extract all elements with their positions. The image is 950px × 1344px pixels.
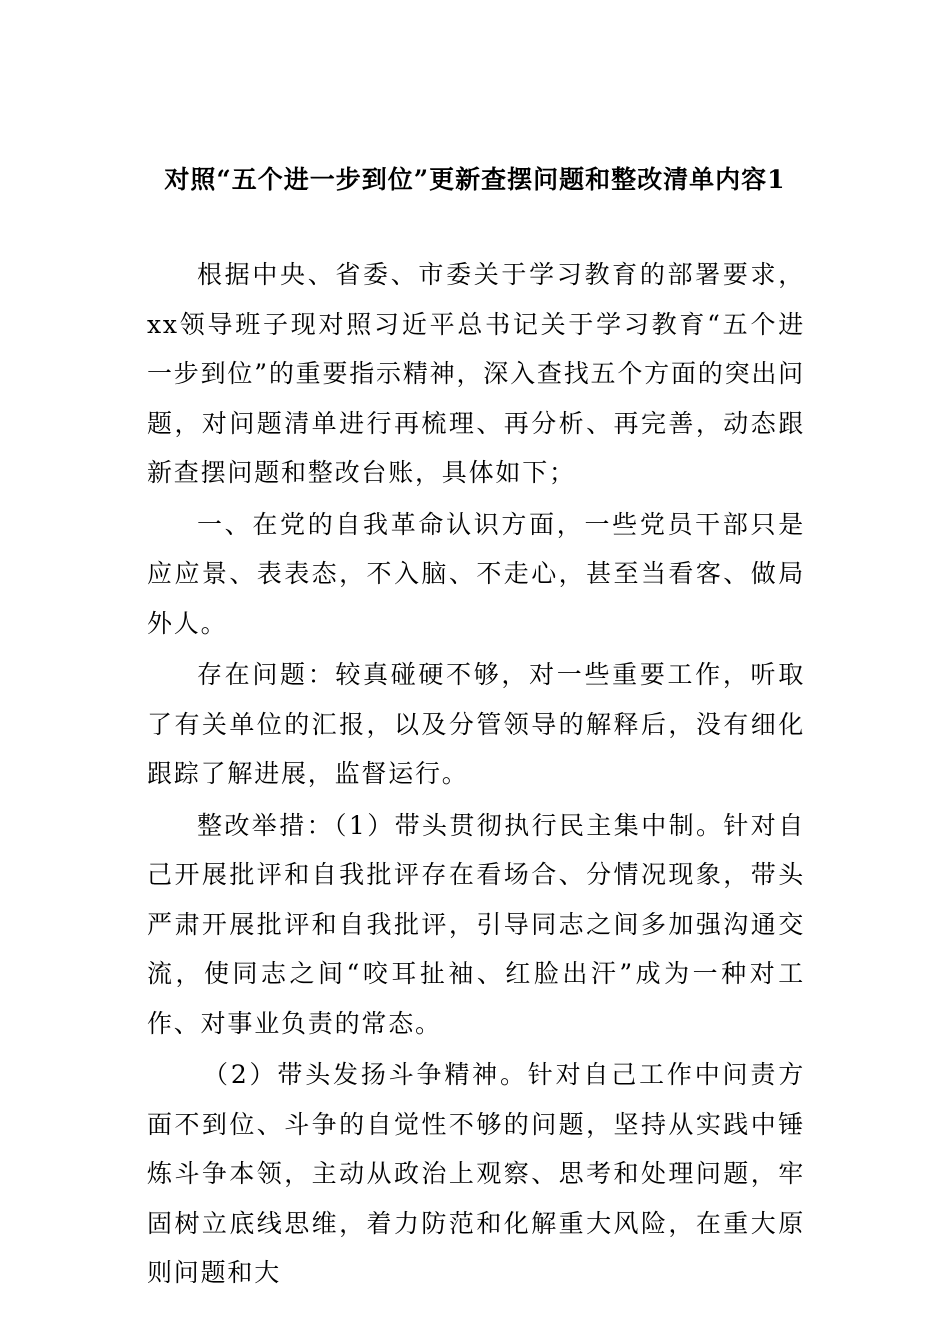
paragraph-measure-2: （2）带头发扬斗争精神。针对自己工作中问责方面不到位、斗争的自觉性不够的问题，坚持从实践中锤炼斗争本领，主动从政治上观察、思考和处理问题，牢固树立底线思维，着力防范和化解重大风险，在重大原则问题和大	[147, 1060, 805, 1287]
document-title: 对照“五个进一步到位”更新查摆问题和整改清单内容1	[164, 165, 786, 194]
document-body	[147, 250, 805, 1300]
paragraph-measure-1: 整改举措：（1）带头贯彻执行民主集中制。针对自己开展批评和自我批评存在看场合、分情况现象，带头严肃开展批评和自我批评，引导同志之间多加强沟通交流，使同志之间“咬耳扯袖、红脸出汗”成为一种对工作、对事业负责的常态。	[147, 810, 805, 1038]
paragraph-problem: 存在问题：较真碰硬不够，对一些重要工作，听取了有关单位的汇报，以及分管领导的解释后，没有细化跟踪了解进展，监督运行。	[147, 660, 805, 788]
paragraph-intro: 根据中央、省委、市委关于学习教育的部署要求，xx领导班子现对照习近平总书记关于学习教育“五个进一步到位”的重要指示精神，深入查找五个方面的突出问题，对问题清单进行再梳理、再分析、再完善，动态跟新查摆问题和整改台账，具体如下；	[147, 260, 805, 487]
paragraph-section-one: 一、在党的自我革命认识方面，一些党员干部只是应应景、表表态，不入脑、不走心，甚至当看客、做局外人。	[147, 509, 805, 638]
